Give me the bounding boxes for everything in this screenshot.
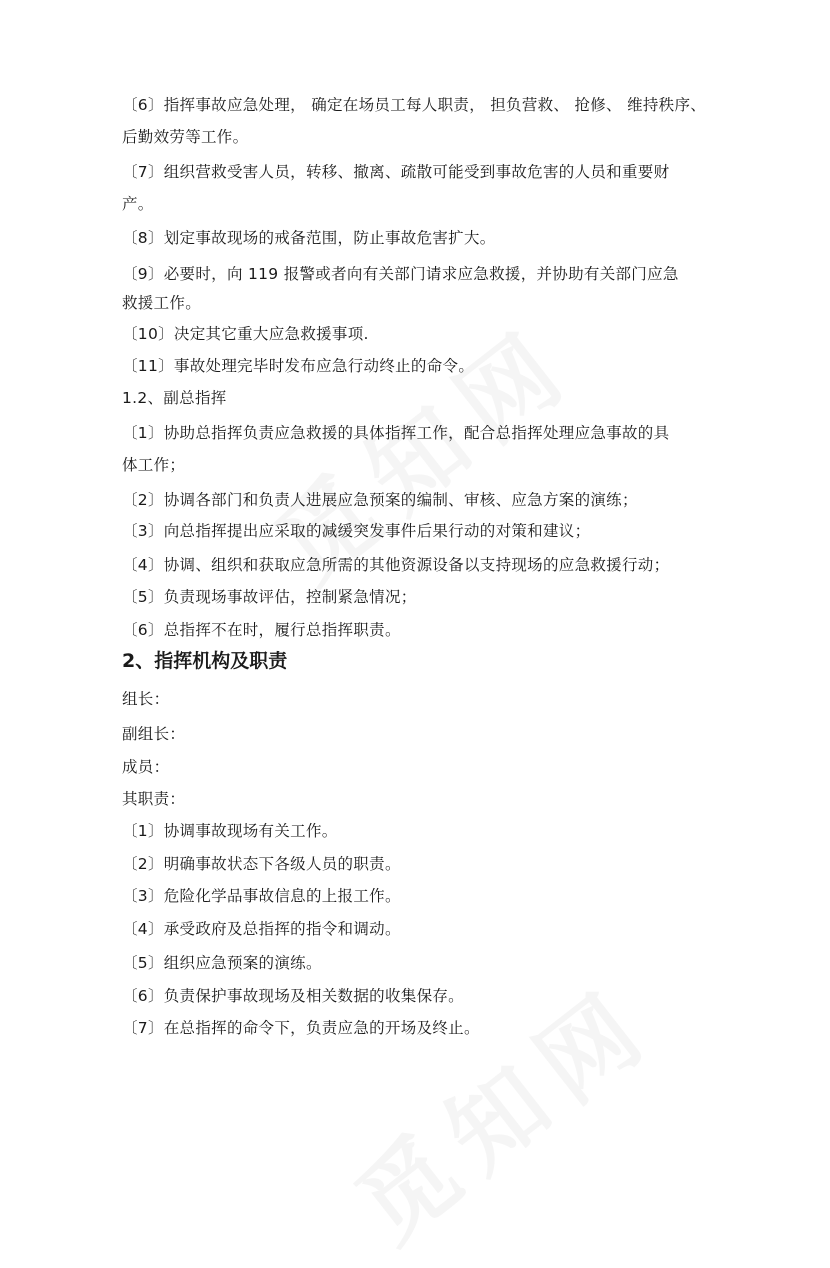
text-line: 救援工作。 — [122, 294, 202, 312]
text-line: 〔4〕协调、组织和获取应急所需的其他资源设备以支持现场的应急救援行动； — [122, 556, 670, 574]
text-line: 产。 — [122, 195, 154, 213]
list-item: 〔1〕协调事故现场有关工作。 — [122, 822, 338, 840]
role-label: 副组长： — [122, 725, 186, 743]
text-line: 〔5〕负责现场事故评估，控制紧急情况； — [122, 588, 417, 606]
list-item: 〔2〕明确事故状态下各级人员的职责。 — [122, 855, 401, 873]
text-line: 〔1〕协助总指挥负责应急救援的具体指挥工作，配合总指挥处理应急事故的具 — [122, 424, 670, 442]
text-line: 〔7〕组织营救受害人员，转移、撤离、疏散可能受到事故危害的人员和重要财 — [122, 163, 670, 181]
list-item: 〔3〕危险化学品事故信息的上报工作。 — [122, 887, 401, 905]
text-line: 体工作； — [122, 456, 186, 474]
list-item: 〔5〕组织应急预案的演练。 — [122, 954, 322, 972]
role-label: 其职责： — [122, 790, 186, 808]
section-heading: 2、指挥机构及职责 — [122, 650, 288, 672]
role-label: 成员： — [122, 758, 170, 776]
list-item: 〔6〕负责保护事故现场及相关数据的收集保存。 — [122, 987, 464, 1005]
text-line: 〔3〕向总指挥提出应采取的减缓突发事件后果行动的对策和建议； — [122, 522, 591, 540]
text-line: 〔11〕事故处理完毕时发布应急行动终止的命令。 — [122, 357, 475, 375]
subheading: 1.2、副总指挥 — [122, 389, 227, 407]
text-line: 〔2〕协调各部门和负责人进展应急预案的编制、审核、应急方案的演练； — [122, 491, 638, 509]
list-item: 〔4〕承受政府及总指挥的指令和调动。 — [122, 920, 401, 938]
text-line: 〔8〕划定事故现场的戒备范围，防止事故危害扩大。 — [122, 229, 496, 247]
text-line: 后勤效劳等工作。 — [122, 128, 249, 146]
text-line: 〔10〕决定其它重大应急救援事项. — [122, 325, 369, 343]
text-line: 〔6〕总指挥不在时，履行总指挥职责。 — [122, 621, 401, 639]
text-line: 〔9〕必要时，向 119 报警或者向有关部门请求应急救援，并协助有关部门应急 — [122, 265, 679, 283]
role-label: 组长： — [122, 690, 170, 708]
list-item: 〔7〕在总指挥的命令下，负责应急的开场及终止。 — [122, 1019, 480, 1037]
text-line: 〔6〕指挥事故应急处理， 确定在场员工每人职责， 担负营救、 抢修、 维持秩序、 — [122, 96, 707, 114]
